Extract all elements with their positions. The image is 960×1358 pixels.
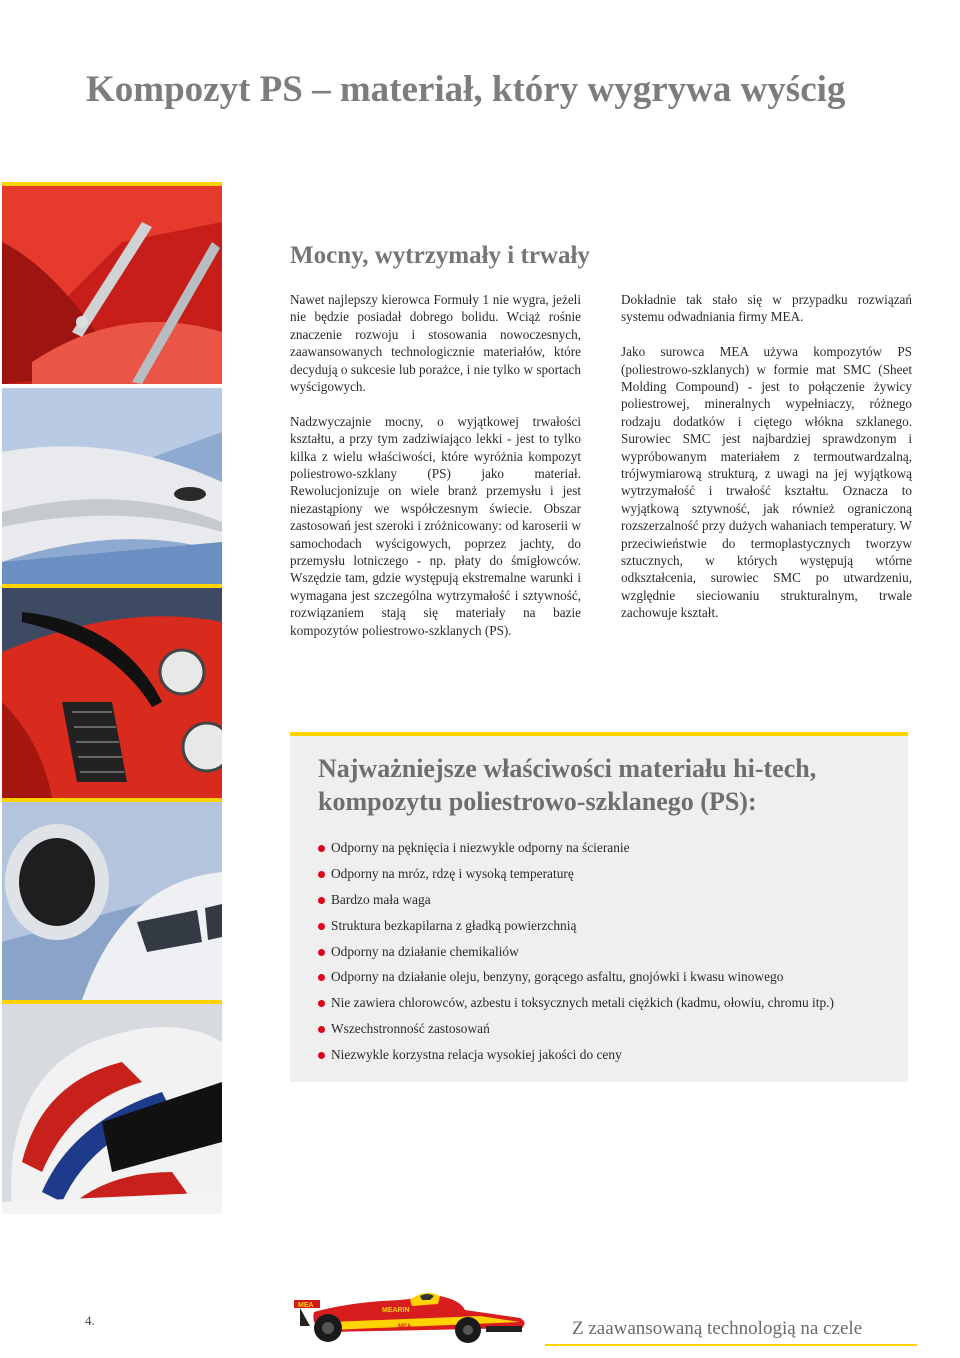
airplane-nose-photo — [2, 802, 222, 1004]
properties-list — [318, 838, 903, 1071]
yacht-hull-photo — [2, 388, 222, 588]
left-text-column — [290, 291, 581, 657]
car-label-mea-rear: MEA — [298, 1302, 314, 1309]
page-title: Kompozyt PS – materiał, który wygrywa wyścig — [86, 69, 846, 110]
list-item: Odporny na działanie chemikaliów — [318, 942, 903, 968]
section-heading: Mocny, wytrzymały i trwały — [290, 242, 590, 269]
properties-heading-line-2: kompozytu poliestrowo-szklanego (PS): — [318, 787, 757, 816]
red-sports-car-photo — [2, 588, 222, 802]
footer-divider — [545, 1344, 917, 1346]
footer-tagline: Z zaawansowaną technologią na czele — [572, 1318, 863, 1339]
list-item: Bardzo mała waga — [318, 890, 903, 916]
list-item: Niezwykle korzystna relacja wysokiej jakości do ceny — [318, 1045, 903, 1071]
paragraph: Nawet najlepszy kierowca Formuły 1 nie wygra, jeżeli nie będzie posiadał dobrego bolidu. Wciąż rośnie znaczenie rozwoju i stosowania nowoczesnych, zaawansowanych technologicznie materiałów, które decydują o sukcesie lub porażce, i nie tylko w sportach wyścigowych. — [290, 292, 581, 395]
list-item: Odporny na pęknięcia i niezwykle odporny na ścieranie — [318, 838, 903, 864]
red-race-car-body-photo — [2, 182, 222, 384]
paragraph: Nadzwyczajnie mocny, o wyjątkowej trwałości kształtu, a przy tym zadziwiająco lekki - jest to tylko kilka z wielu właściwości, które wyróżnia kompozyt poliestrowo-szklany (PS) jako materiał. Rewolucjonizuje on wiele branż przemysłu i jest niezastąpiony we współczesnym świecie. Obszar zastosowań jest szeroki i zróżnicowany: od karoserii w samochodach wyścigowych, poprzez jachty, do przemysłu lotniczego - np. płaty do śmigłowców. Wszędzie tam, gdzie występują ekstremalne warunki i wymagana jest szczególna wytrzymałość i sztywność, rozwiązaniem stają się materiały na bazie kompozytów poliestrowo-szklanych (PS). — [290, 413, 581, 638]
properties-heading-line-1: Najważniejsze właściwości materiału hi-tech, — [318, 754, 817, 783]
paragraph: Dokładnie tak stało się w przypadku rozwiązań systemu odwadniania firmy MEA. — [621, 292, 912, 325]
right-text-column — [621, 291, 912, 639]
properties-heading — [318, 752, 816, 818]
racing-helmet-photo — [2, 1004, 222, 1214]
car-label-mea-side: MEA — [398, 1324, 412, 1330]
list-item: Odporny na działanie oleju, benzyny, gorącego asfaltu, gnojówki i kwasu winowego — [318, 967, 903, 993]
paragraph: Jako surowca MEA używa kompozytów PS (poliestrowo-szklanych) w formie mat SMC (Sheet Molding Compound) - jest to połączenie żywicy poliestrowej, mineralnych wypełniaczy, różnego rodzaju dodatków i ciętego włókna szklanego. Surowiec SMC jest najbardziej sprawdzonym i wypróbowanym materiałem z termoutwardzalną, trójwymiarową strukturą, z uwagi na jej wyjątkową wytrzymałość i trwałość kształtu. Oznacza to wyjątkową sztywność, jak również ograniczoną rozszerzalność przy dużych wahaniach temperatury. W przeciwieństwie do termoplastycznych tworzyw sztucznych, w których występują wtórne odkształcenia, surowiec SMC po utwardzeniu, względnie sieciowaniu strukturalnym, trwale zachowuje kształt. — [621, 344, 912, 621]
list-item: Nie zawiera chlorowców, azbestu i toksycznych metali ciężkich (kadmu, ołowiu, chromu itp.) — [318, 993, 903, 1019]
car-label-mearin: MEARIN — [382, 1307, 410, 1314]
list-item: Wszechstronność zastosowań — [318, 1019, 903, 1045]
properties-box — [290, 732, 908, 1082]
race-car-illustration — [290, 1282, 530, 1353]
page-number: 4. — [85, 1313, 95, 1328]
photo-strip — [2, 182, 222, 1214]
list-item: Struktura bezkapilarna z gładką powierzchnią — [318, 916, 903, 942]
list-item: Odporny na mróz, rdzę i wysoką temperaturę — [318, 864, 903, 890]
